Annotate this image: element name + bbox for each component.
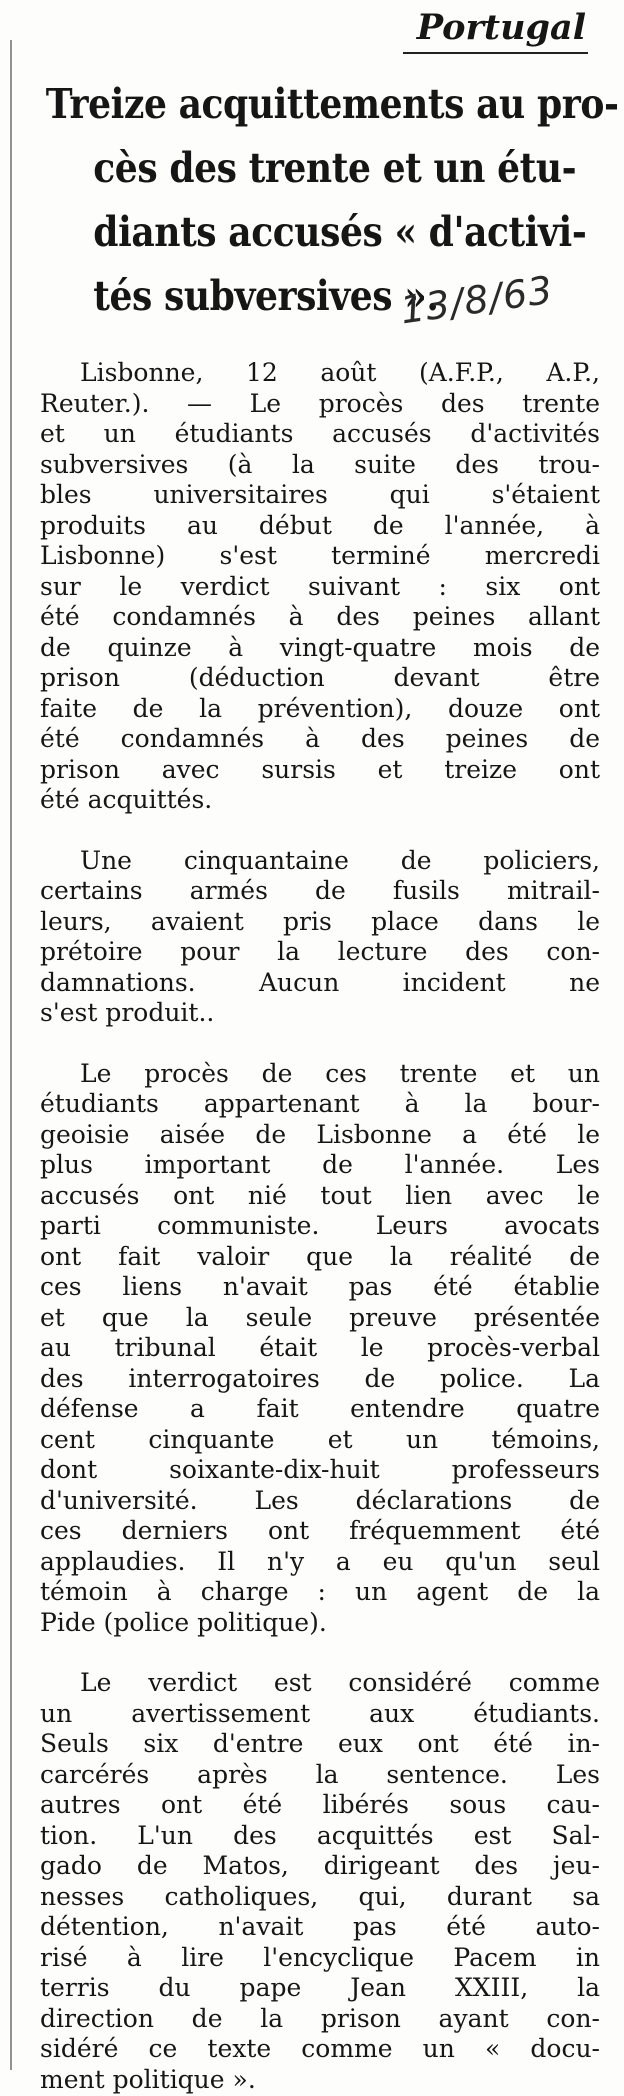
text-line: été condamnés à des peines de [40,724,600,753]
text-line: sidéré ce texte comme un « docu- [40,2034,600,2063]
headline-line: cès des trente et un étu- [93,144,577,192]
headline-line: diants accusés « d'activi- [93,208,587,256]
text-line: des interrogatoires de police. La [40,1363,600,1393]
text-line: gado de Matos, dirigeant des jeu- [40,1851,600,1880]
text-line: s'est produit.. [40,998,215,1027]
text-line: Pide (police politique). [40,1607,327,1637]
text-line: accusés ont nié tout lien avec le [40,1180,600,1210]
text-line: direction de la prison ayant con- [40,2003,600,2033]
text-line: leurs, avaient pris place dans le [40,906,600,936]
text-line: nesses catholiques, qui, durant sa [40,1881,600,1911]
text-line: produits au début de l'année, à [40,510,600,540]
text-line: été acquittés. [40,785,213,814]
paragraph [40,358,600,816]
paragraph [40,1059,600,1639]
paragraph [40,1668,600,2095]
headline-line: tés subversives ». [93,272,439,320]
text-line: certains armés de fusils mitrail- [40,876,600,905]
text-line: terris du pape Jean XXIII, la [40,1973,600,2002]
text-line: subversives (à la suite des trou- [40,449,600,479]
text-line: bles universitaires qui s'étaient [40,480,600,509]
text-line: été condamnés à des peines allant [40,602,600,631]
text-line: parti communiste. Leurs avocats [40,1211,600,1240]
text-line: carcérés après la sentence. Les [40,1759,600,1789]
text-line: sur le verdict suivant : six ont [40,571,600,601]
handwritten-date-note: 13/8/63 [397,267,556,333]
text-line: étudiants appartenant à la bour- [40,1089,600,1118]
text-line: d'université. Les déclarations de [40,1485,600,1515]
text-line: Seuls six d'entre eux ont été in- [40,1729,600,1758]
text-line: cent cinquante et un témoins, [40,1424,600,1454]
text-line: geoisie aisée de Lisbonne a été le [40,1119,600,1149]
left-column-rule [10,40,12,2070]
headline-line: Treize acquittements au pro- [45,80,619,128]
text-line: ces liens n'avait pas été établie [40,1272,600,1301]
text-line: Le verdict est considéré comme [80,1668,600,1697]
text-line: autres ont été libérés sous cau- [40,1790,600,1819]
text-line: et un étudiants accusés d'activités [40,419,600,448]
text-line: prison (déduction devant être [40,663,600,692]
text-line: tion. L'un des acquittés est Sal- [40,1820,600,1850]
text-line: détention, n'avait pas été auto- [40,1912,600,1941]
section-header: Portugal [403,4,588,54]
text-line: témoin à charge : un agent de la [40,1577,600,1606]
text-line: de quinze à vingt-quatre mois de [40,632,600,662]
text-line: un avertissement aux étudiants. [40,1698,600,1728]
text-line: prétoire pour la lecture des con- [40,937,600,966]
article-body [40,358,600,2095]
text-line: ces derniers ont fréquemment été [40,1516,600,1545]
text-line: défense a fait entendre quatre [40,1394,600,1423]
text-line: applaudies. Il n'y a eu qu'un seul [40,1546,600,1576]
text-line: damnations. Aucun incident ne [40,967,600,997]
text-line: ont fait valoir que la réalité de [40,1241,600,1271]
text-line: dont soixante-dix-huit professeurs [40,1455,600,1484]
paragraph [40,846,600,1029]
text-line: Reuter.). — Le procès des trente [40,388,600,418]
text-line: plus important de l'année. Les [40,1150,600,1179]
text-line: Lisbonne, 12 août (A.F.P., A.P., [80,358,600,387]
text-line: risé à lire l'encyclique Pacem in [40,1942,600,1972]
text-line: et que la seule preuve présentée [40,1302,600,1332]
text-line: Le procès de ces trente et un [80,1058,600,1088]
text-line: Une cinquantaine de policiers, [80,845,600,875]
text-line: faite de la prévention), douze ont [40,693,600,723]
text-line: Lisbonne) s'est terminé mercredi [40,541,600,570]
text-line: prison avec sursis et treize ont [40,754,600,784]
text-line: ment politique ». [40,2064,256,2094]
text-line: au tribunal était le procès-verbal [40,1333,600,1362]
